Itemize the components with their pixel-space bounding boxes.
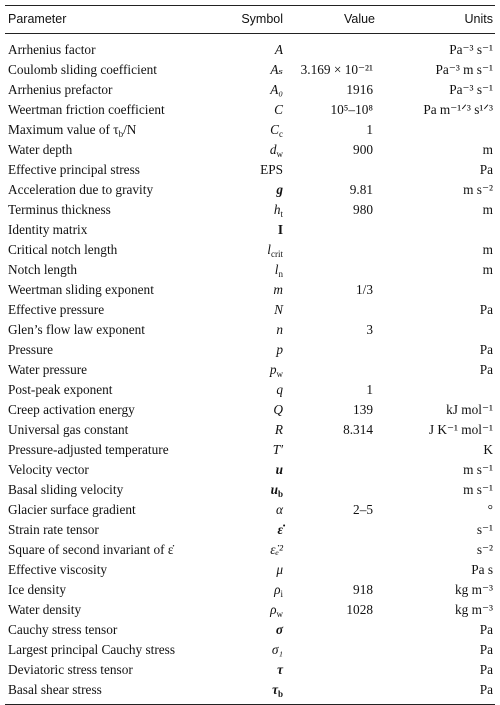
- table-row: [5, 440, 495, 460]
- parameter-cell: Water pressure: [8, 362, 88, 377]
- symbol-cell: $\rho_w$: [270, 602, 283, 619]
- units-cell: Pa s: [471, 562, 493, 577]
- symbol-cell: Q: [273, 402, 283, 417]
- table-row: [5, 460, 495, 480]
- symbol-cell: $C_c$: [270, 122, 283, 139]
- value-cell: 900: [353, 142, 373, 157]
- value-cell: [285, 520, 387, 540]
- value-cell: 1/3: [356, 282, 373, 297]
- symbol-cell: C: [274, 102, 283, 117]
- units-cell: [387, 320, 495, 340]
- parameter-cell: Post-peak exponent: [8, 382, 113, 397]
- value-cell: [285, 620, 387, 640]
- symbol-cell: A₀: [270, 82, 283, 97]
- value-cell: [285, 360, 387, 380]
- units-cell: m: [482, 242, 493, 257]
- header-symbol: Symbol: [205, 6, 285, 34]
- parameter-cell: Arrhenius prefactor: [8, 82, 113, 97]
- table-row: [5, 280, 495, 300]
- value-cell: 1916: [346, 82, 373, 97]
- units-cell: m s⁻¹: [463, 462, 493, 477]
- value-cell: 1028: [346, 602, 373, 617]
- units-cell: Pa m⁻¹ᐟ³ s¹ᐟ³: [423, 102, 493, 117]
- table-row: [5, 260, 495, 280]
- symbol-cell: ε̇ₑ²: [270, 542, 283, 557]
- parameter-cell: Effective pressure: [8, 302, 105, 317]
- symbol-cell: $d_w$: [269, 142, 283, 159]
- value-cell: 139: [353, 402, 373, 417]
- symbol-cell: N: [274, 302, 283, 317]
- parameter-cell: Effective viscosity: [8, 562, 108, 577]
- units-cell: Pa: [479, 162, 493, 177]
- value-cell: [285, 640, 387, 660]
- parameter-cell: Notch length: [8, 262, 78, 277]
- symbol-cell: ε̇: [277, 522, 283, 537]
- table-row: [5, 580, 495, 600]
- parameter-cell: Glen’s flow law exponent: [8, 322, 146, 337]
- symbol-cell: Aₛ: [270, 62, 283, 77]
- units-cell: m s⁻²: [463, 182, 493, 197]
- symbol-cell: T′: [272, 442, 283, 457]
- parameter-cell: Universal gas constant: [8, 422, 129, 437]
- value-cell: [285, 160, 387, 180]
- parameter-cell: Identity matrix: [8, 222, 88, 237]
- value-cell: 3.169 × 10⁻²¹: [300, 62, 373, 77]
- table-row: [5, 400, 495, 420]
- symbol-cell: I: [277, 222, 283, 237]
- units-cell: [387, 280, 495, 300]
- value-cell: [285, 34, 387, 61]
- units-cell: Pa: [387, 680, 495, 705]
- symbol-cell: g: [276, 182, 283, 197]
- units-cell: [387, 120, 495, 140]
- units-cell: Pa⁻³ m s⁻¹: [435, 62, 493, 77]
- symbol-cell: q: [276, 382, 283, 397]
- table-header: [5, 6, 495, 34]
- units-cell: m: [482, 142, 493, 157]
- table-row: [5, 80, 495, 100]
- symbol-cell: n: [276, 322, 283, 337]
- parameter-cell: Pressure: [8, 342, 54, 357]
- parameter-cell: Acceleration due to gravity: [8, 182, 154, 197]
- symbol-cell: σ₁: [271, 642, 283, 657]
- value-cell: [285, 480, 387, 500]
- symbol-cell: R: [274, 422, 283, 437]
- parameter-cell: Largest principal Cauchy stress: [8, 642, 176, 657]
- header-value: Value: [285, 6, 387, 34]
- table-row: [5, 180, 495, 200]
- symbol-cell: μ: [276, 562, 283, 577]
- table-row: [5, 680, 495, 705]
- table-row: [5, 300, 495, 320]
- units-cell: m s⁻¹: [463, 482, 493, 497]
- units-cell: Pa: [479, 362, 493, 377]
- parameter-cell: Velocity vector: [8, 462, 89, 477]
- units-cell: [387, 220, 495, 240]
- parameter-cell: Cauchy stress tensor: [8, 622, 118, 637]
- table-row: [5, 320, 495, 340]
- symbol-cell: EPS: [260, 162, 283, 177]
- value-cell: 918: [353, 582, 373, 597]
- units-cell: J K⁻¹ mol⁻¹: [428, 422, 493, 437]
- parameter-cell: Water density: [8, 602, 82, 617]
- value-cell: [285, 660, 387, 680]
- header-parameter: Parameter: [5, 6, 205, 34]
- units-cell: s⁻¹: [476, 522, 493, 537]
- parameter-cell: Basal sliding velocity: [8, 482, 124, 497]
- table-row: [5, 340, 495, 360]
- table-row: [5, 140, 495, 160]
- symbol-cell: A: [274, 42, 283, 57]
- table-row: [5, 240, 495, 260]
- value-cell: [285, 240, 387, 260]
- parameter-cell: Strain rate tensor: [8, 522, 99, 537]
- table-row: [5, 160, 495, 180]
- parameter-cell: Glacier surface gradient: [8, 502, 136, 517]
- table-row: [5, 640, 495, 660]
- parameter-cell: Terminus thickness: [8, 202, 111, 217]
- value-cell: [285, 560, 387, 580]
- parameter-cell: Square of second invariant of ε̇: [8, 542, 174, 557]
- value-cell: [285, 300, 387, 320]
- table-row: [5, 200, 495, 220]
- parameter-cell: Deviatoric stress tensor: [8, 662, 133, 677]
- table-row: [5, 520, 495, 540]
- units-cell: Pa: [479, 662, 493, 677]
- parameter-cell: Ice density: [8, 582, 66, 597]
- table-row: [5, 620, 495, 640]
- table-row: [5, 220, 495, 240]
- units-cell: Pa⁻³ s⁻¹: [449, 82, 493, 97]
- parameter-table: [5, 5, 495, 705]
- table-row: [5, 540, 495, 560]
- units-cell: Pa: [479, 302, 493, 317]
- value-cell: [285, 460, 387, 480]
- symbol-cell: α: [276, 502, 283, 517]
- parameter-table-container: [5, 5, 495, 705]
- symbol-cell: m: [273, 282, 283, 297]
- value-cell: 10⁵–10⁸: [330, 102, 373, 117]
- parameter-cell: Basal shear stress: [5, 680, 205, 705]
- value-cell: [285, 220, 387, 240]
- units-cell: [387, 380, 495, 400]
- table-row: [5, 500, 495, 520]
- units-cell: °: [487, 502, 493, 517]
- table-row: [5, 660, 495, 680]
- header-row: [5, 6, 495, 34]
- symbol-cell: $u_b$: [270, 482, 283, 499]
- units-cell: kg m⁻³: [455, 602, 493, 617]
- table-row: [5, 360, 495, 380]
- table-row: [5, 60, 495, 80]
- table-row: [5, 560, 495, 580]
- parameter-cell: Weertman friction coefficient: [8, 102, 165, 117]
- units-cell: s⁻²: [476, 542, 493, 557]
- units-cell: Pa: [479, 622, 493, 637]
- units-cell: kg m⁻³: [455, 582, 493, 597]
- table-row: [5, 600, 495, 620]
- symbol-cell: τ: [277, 662, 283, 677]
- units-cell: Pa: [479, 642, 493, 657]
- table-row: [5, 120, 495, 140]
- parameter-cell: Critical notch length: [8, 242, 118, 257]
- value-cell: [285, 260, 387, 280]
- value-cell: 3: [366, 322, 373, 337]
- value-cell: [285, 340, 387, 360]
- parameter-cell: Weertman sliding exponent: [8, 282, 154, 297]
- table-row: [5, 34, 495, 61]
- value-cell: 9.81: [349, 182, 373, 197]
- units-cell: m: [482, 262, 493, 277]
- parameter-cell: Arrhenius factor: [8, 42, 96, 57]
- symbol-cell: u: [275, 462, 283, 477]
- units-cell: kJ mol⁻¹: [446, 402, 493, 417]
- parameter-cell: Pressure-adjusted temperature: [8, 442, 169, 457]
- table-row: [5, 100, 495, 120]
- value-cell: [285, 680, 387, 705]
- value-cell: [285, 440, 387, 460]
- symbol-cell: $l_{crit}$: [267, 242, 283, 259]
- parameter-cell: Maximum value of $\tau_b/N$: [8, 122, 137, 139]
- parameter-cell: Water depth: [8, 142, 73, 157]
- value-cell: 2–5: [353, 502, 373, 517]
- symbol-cell: $h_t$: [273, 202, 283, 219]
- symbol-cell: σ: [275, 622, 283, 637]
- symbol-cell: p: [276, 342, 283, 357]
- table-body: [5, 34, 495, 705]
- table-row: [5, 380, 495, 400]
- value-cell: 1: [366, 122, 373, 137]
- symbol-cell: $\rho_i$: [274, 582, 283, 599]
- value-cell: 8.314: [343, 422, 373, 437]
- value-cell: 1: [366, 382, 373, 397]
- units-cell: Pa⁻³ s⁻¹: [449, 42, 493, 57]
- value-cell: 980: [353, 202, 373, 217]
- header-units: Units: [387, 6, 495, 34]
- value-cell: [285, 540, 387, 560]
- table-row: [5, 480, 495, 500]
- units-cell: K: [483, 442, 493, 457]
- symbol-cell: $p_w$: [269, 362, 283, 379]
- symbol-cell: $l_n$: [274, 262, 283, 279]
- units-cell: Pa: [479, 342, 493, 357]
- units-cell: m: [482, 202, 493, 217]
- parameter-cell: Coulomb sliding coefficient: [8, 62, 157, 77]
- parameter-cell: Effective principal stress: [8, 162, 140, 177]
- symbol-cell: $\tau_b$: [205, 680, 285, 705]
- parameter-cell: Creep activation energy: [8, 402, 135, 417]
- table-row: [5, 420, 495, 440]
